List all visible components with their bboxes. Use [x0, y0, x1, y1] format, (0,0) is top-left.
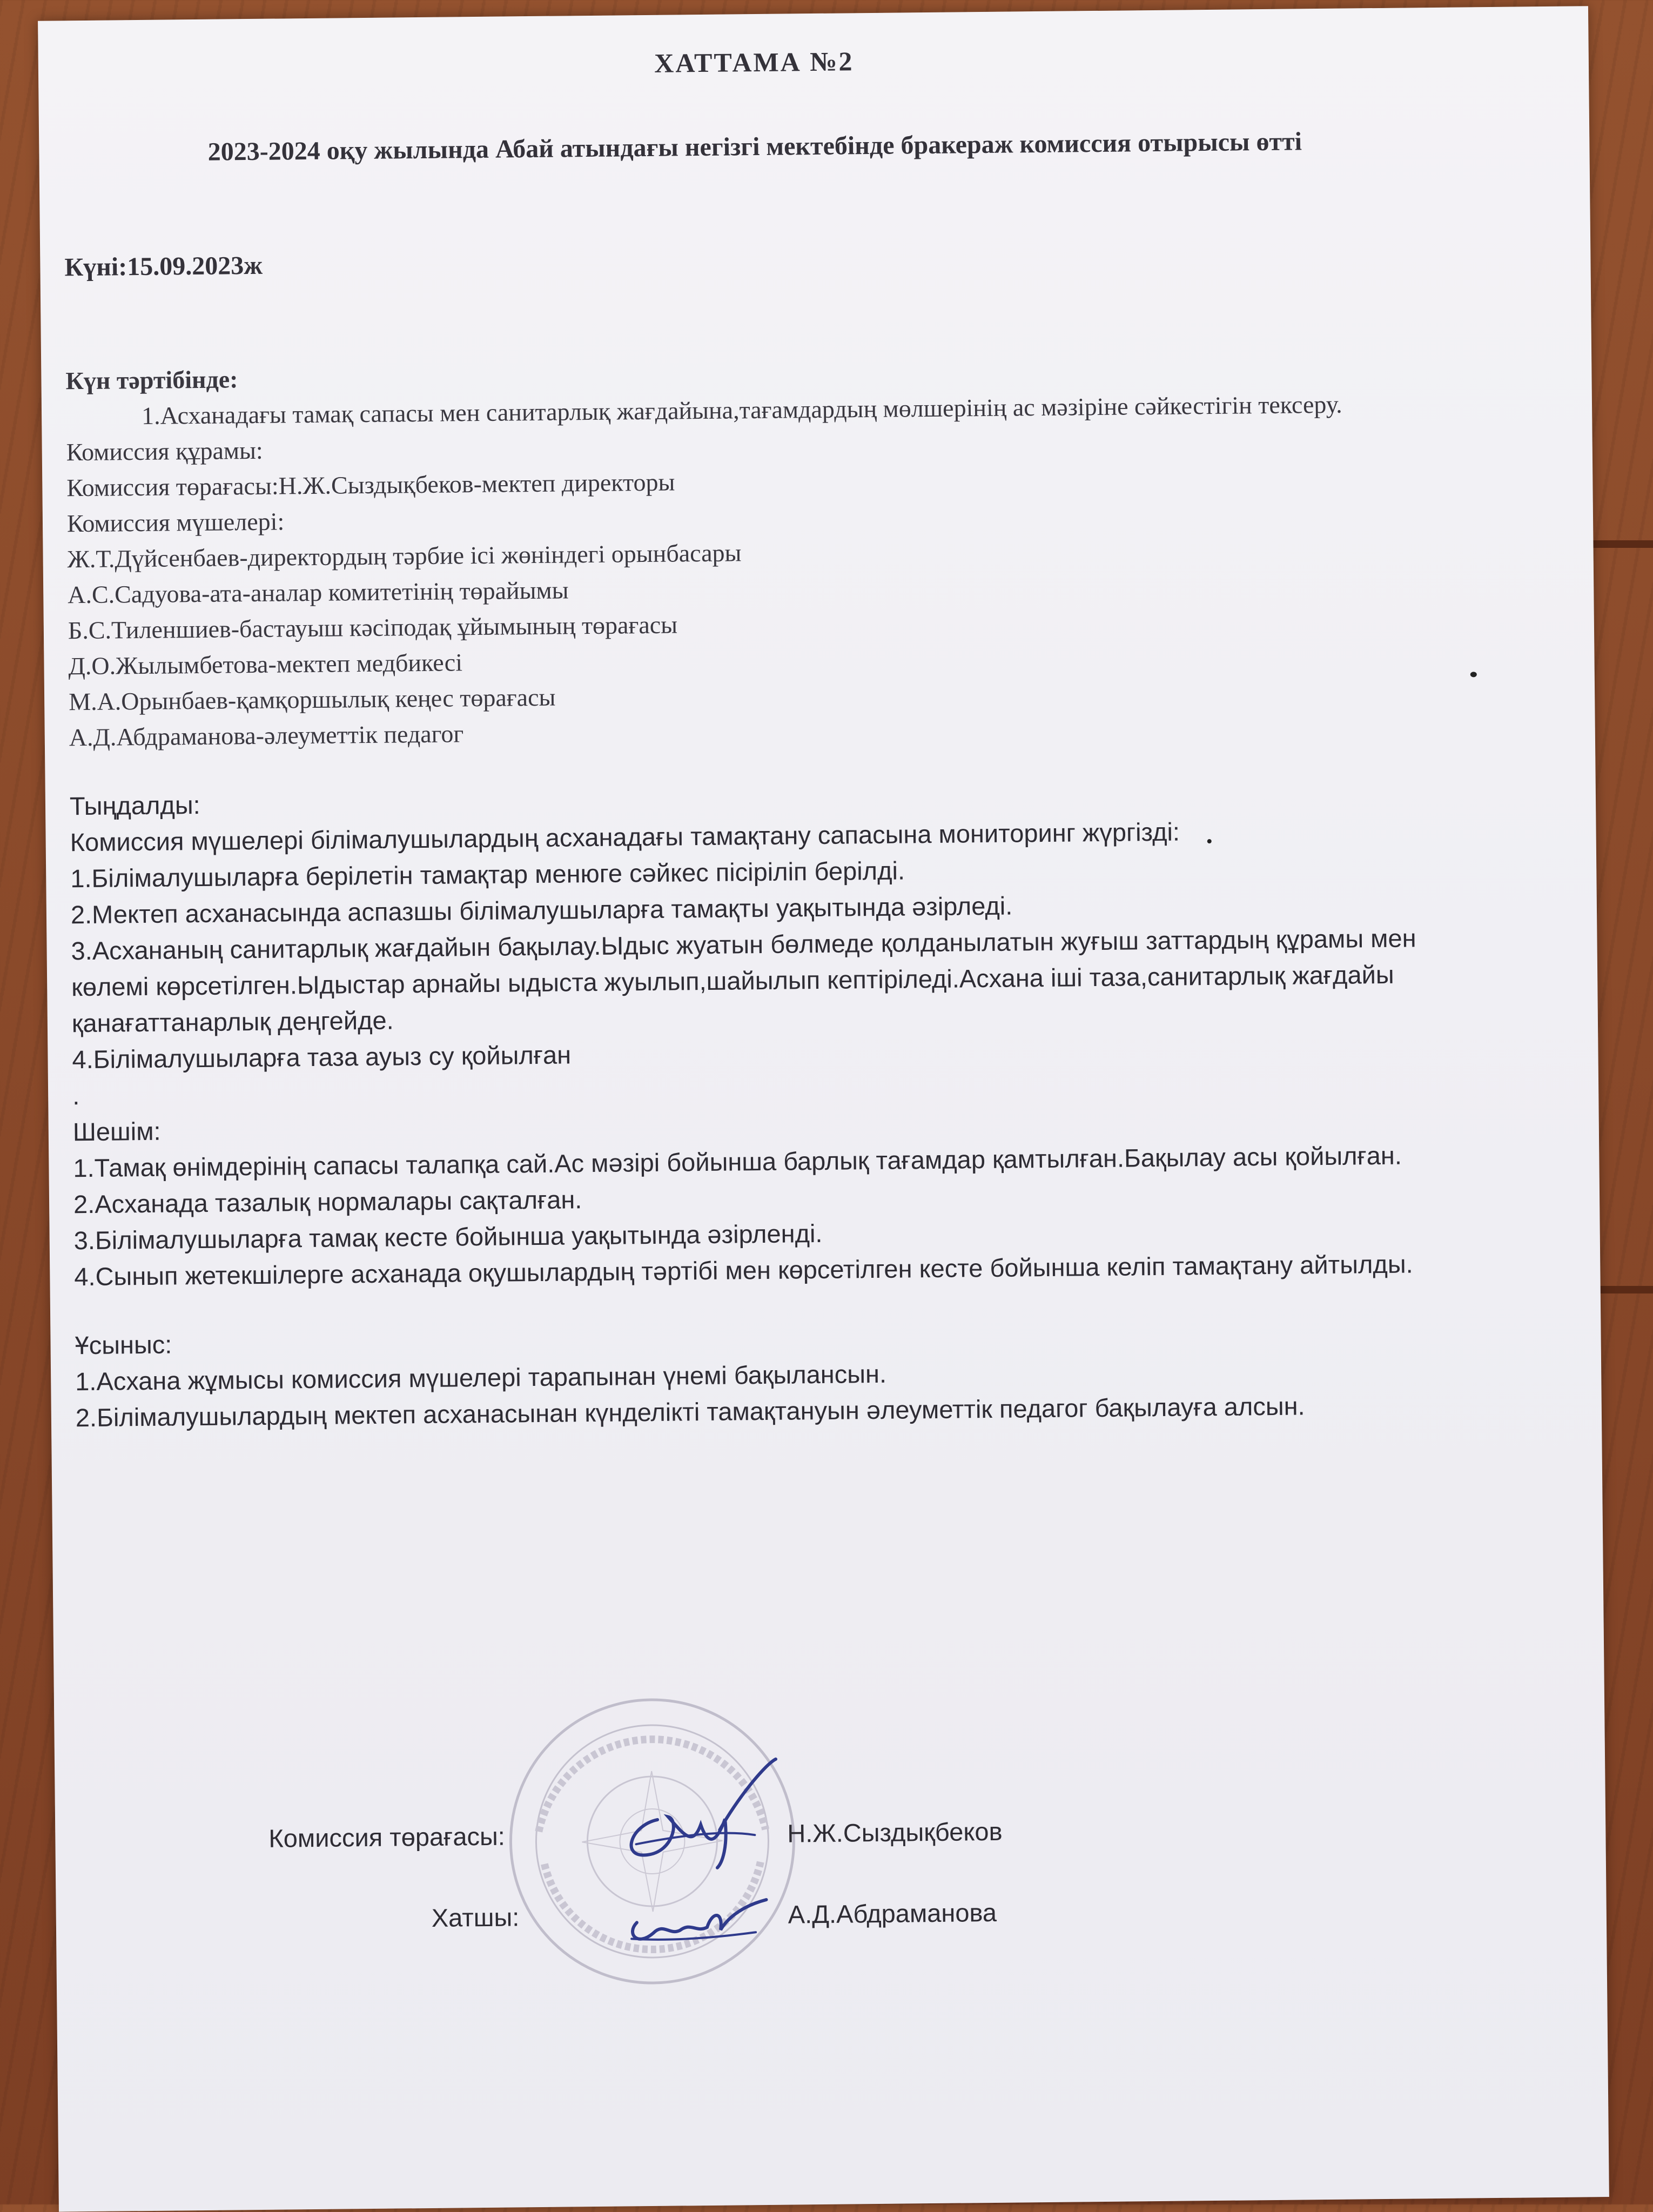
commission-member: Ж.Т.Дүйсенбаев-директордың тәрбие ісі жөніндегі орынбасары [67, 539, 742, 573]
wood-board-seam [1588, 540, 1653, 548]
proposal-item: 2.Білімалушылардың мектеп асханасынан күнделікті тамақтануын әлеуметтік педагог бақылауға алсын. [75, 1391, 1305, 1432]
proposal-item: 1.Асхана жұмысы комиссия мүшелері тарапынан үнемі бақылансын. [75, 1359, 887, 1396]
proposal-section [75, 1314, 1459, 1436]
decision-item: 2.Асханада тазалық нормалары сақталған. [73, 1185, 582, 1219]
proposal-heading: Ұсыныс: [75, 1330, 172, 1360]
commission-member: А.С.Садуова-ата-аналар комитетінің төрайымы [68, 576, 569, 609]
decision-heading: Шешім: [72, 1116, 161, 1147]
document-subtitle: 2023-2024 оқу жылында Абай атындағы негізгі мектебінде бракераж комиссия отырысы өтті [207, 127, 1302, 166]
heard-heading: Тыңдалды: [69, 790, 200, 821]
chair-label: Комиссия төрағасы: [268, 1821, 506, 1853]
decision-section [72, 1101, 1457, 1295]
document-page [38, 6, 1609, 2211]
commission-member: Д.О.Жылымбетова-мектеп медбикесі [68, 648, 463, 680]
chair-name: Н.Ж.Сыздықбеков [787, 1816, 1003, 1848]
agenda-heading: Күн тәртібінде: [65, 365, 238, 395]
secretary-name: А.Д.Абдраманова [788, 1898, 997, 1929]
heard-intro: Комиссия мүшелері білімалушылардың асханадағы тамақтану сапасына мониторинг жүргізді: [70, 817, 1180, 857]
heard-item: 4.Білімалушыларға таза ауыз су қойылған [72, 1040, 572, 1074]
commission-member: А.Д.Абдраманова-әлеуметтік педагог [69, 720, 464, 752]
decision-item: 4.Сынып жетекшілерге асханада оқушылардың тәртібі мен көрсетілген кесте бойынша келіп тамақтану айтылды. [74, 1249, 1413, 1291]
commission-heading: Комиссия құрамы: [66, 436, 263, 466]
trailing-mark: . [72, 1081, 80, 1110]
document-title: ХАТТАМА №2 [654, 46, 854, 78]
secretary-label: Хатшы: [431, 1902, 520, 1932]
paper-speck [1207, 839, 1212, 843]
meeting-date: Күні:15.09.2023ж [64, 251, 263, 282]
paper-speck [1470, 672, 1477, 677]
chair-signature-image [597, 1754, 793, 1874]
agenda-section [65, 350, 1452, 756]
decision-item: 1.Тамақ өнімдерінің сапасы талапқа сай.Ас мәзірі бойынша барлық тағамдар қамтылған.Бақылау асы қойылған. [73, 1141, 1402, 1183]
signature-block [78, 1674, 1162, 2009]
commission-member: Б.С.Тиленшиев-бастауыш кәсіподақ ұйымының төрағасы [68, 611, 678, 645]
commission-chair: Комиссия төрағасы:Н.Ж.Сыздықбеков-мектеп директоры [66, 468, 675, 502]
commission-members-heading: Комиссия мүшелері: [66, 507, 285, 538]
commission-member: М.А.Орынбаев-қамқоршылық кеңес төрағасы [68, 683, 556, 716]
secretary-signature-image [615, 1878, 777, 1955]
heard-section [70, 775, 1456, 1114]
heard-item: 3.Асхананың санитарлық жағдайын бақылау.Ыдыс жуатын бөлмеде қолданылатын жуғыш заттардың құрамы мен көлемі көрсетілген.Ыдыстар арнайы ыдыста жуылып,шайылып кептіріледі.Асхана іші таза,санитарлық жағдайы қанағаттанарлық деңгейде. [71, 923, 1416, 1038]
decision-item: 3.Білімалушыларға тамақ кесте бойынша уақытында әзірленді. [73, 1218, 823, 1255]
agenda-item: 1.Асханадағы тамақ сапасы мен санитарлық жағдайына,тағамдардың мөлшерінің ас мәзіріне сәйкестігін тексеру. [141, 390, 1342, 430]
heard-item: 2.Мектеп асханасында аспазшы білімалушыларға тамақты уақытында әзірледі. [70, 891, 1013, 929]
document-content [63, 40, 1459, 1932]
heard-item: 1.Білімалушыларға берілетін тамақтар менюге сәйкес пісіріліп берілді. [70, 856, 905, 893]
